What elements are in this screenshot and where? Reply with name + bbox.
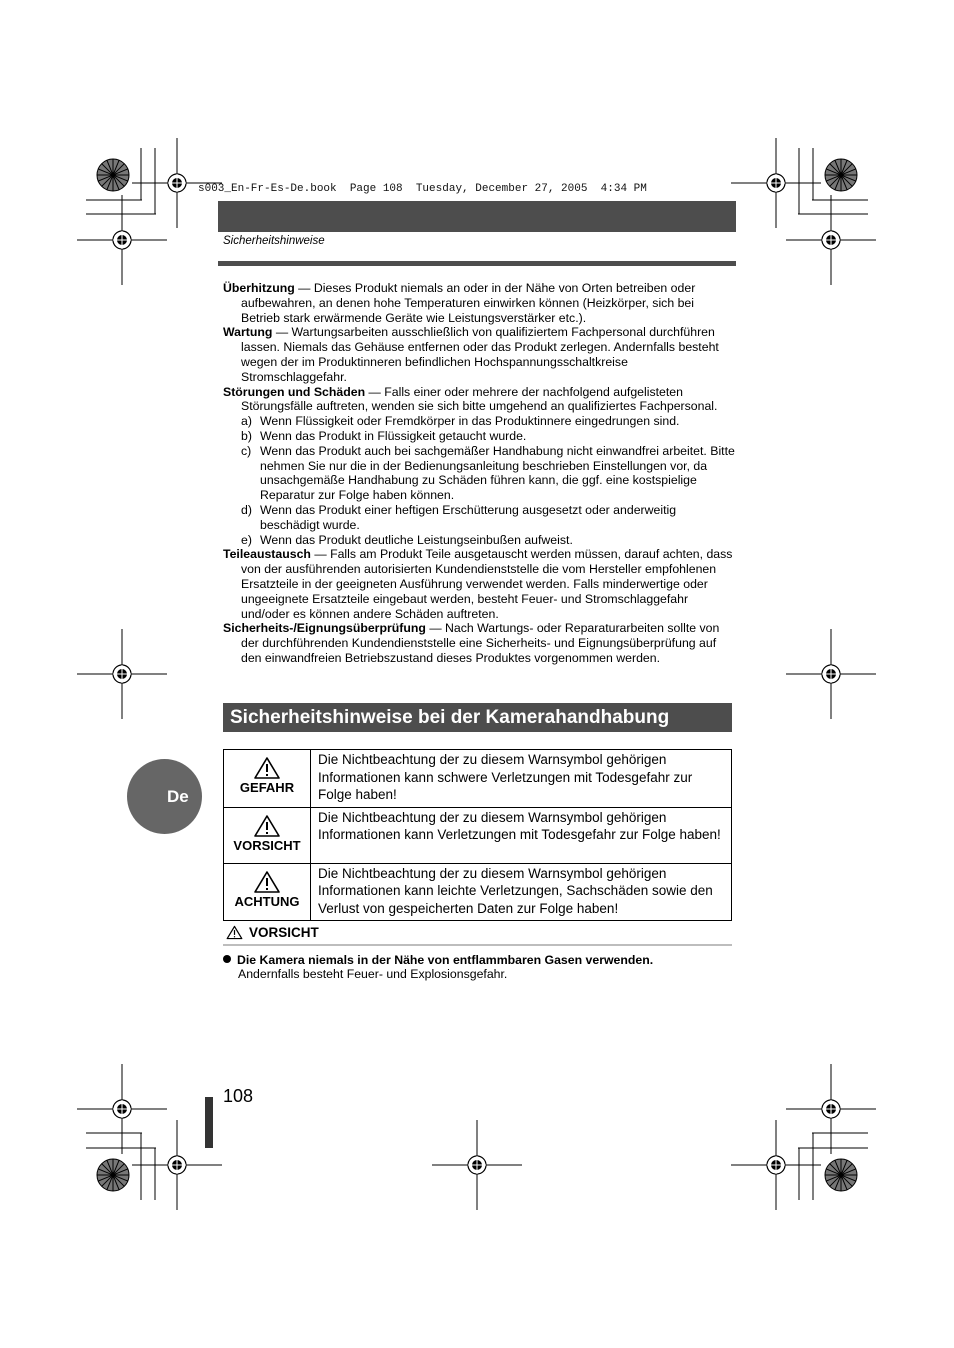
- warning-text: Die Nichtbeachtung der zu diesem Warnsymbol gehörigen Informationen kann Verletzungen mit Todesgefahr zur Folge haben!: [311, 807, 732, 863]
- vorsicht-label: VORSICHT: [249, 925, 319, 940]
- paragraph-text: — Wartungsarbeiten ausschließlich von qualifiziertem Fachpersonal durchführen lassen. Niemals das Gehäuse entfernen oder das Produkt zerlegen. Andernfalls besteht wegen der im Produktinneren befindlichen Hochspannungsschaltkreise Stromschlaggefahr.: [241, 325, 719, 384]
- list-text: Wenn Flüssigkeit oder Fremdkörper in das Produktinnere eingedrungen sind.: [260, 414, 680, 429]
- table-row: [224, 750, 732, 808]
- list-item: [223, 414, 735, 429]
- paragraph-text: — Dieses Produkt niemals an oder in der Nähe von Orten betreiben oder aufbewahren, an denen hohe Temperaturen einwirken können (Heizkörper, sich bei Betrieb stark erwärmende Geräte wie Leistungsverstärker etc.).: [241, 281, 696, 325]
- warning-symbol-cell: [224, 807, 311, 863]
- table-row: [224, 863, 732, 921]
- list-text: Wenn das Produkt auch bei sachgemäßer Handhabung nicht einwandfrei arbeitet. Bitte nehmen Sie nur die in der Bedienungsanleitung beschrieben Einstellungen vor, da unsachgemäße Handhabung zu Schäden führen kann, die ggf. eine kostspielige Reparatur zur Folge haben können.: [260, 443, 735, 503]
- page-bar: [205, 1097, 213, 1148]
- term: Sicherheits-/Eignungsüberprüfung: [223, 621, 426, 636]
- bullet-subtext: Andernfalls besteht Feuer- und Explosionsgefahr.: [238, 967, 508, 981]
- list-letter: b): [241, 428, 252, 443]
- paragraph-text: — Falls einer oder mehrere der nachfolgend aufgelisteten Störungsfälle auftreten, wenden sie sich bitte umgehend an qualifiziertes Fachpersonal.: [241, 384, 718, 414]
- term: Störungen und Schäden: [223, 384, 366, 399]
- warning-text: Die Nichtbeachtung der zu diesem Warnsymbol gehörigen Informationen kann schwere Verletzungen mit Todesgefahr zur Folge haben!: [311, 750, 732, 808]
- language-tab: [127, 759, 202, 834]
- list-text: Wenn das Produkt in Flüssigkeit getaucht wurde.: [260, 428, 527, 443]
- header-bar: [218, 201, 736, 232]
- warning-triangle-icon: [253, 756, 281, 780]
- language-tab-label: De: [167, 787, 189, 806]
- bullet-bold-text: Die Kamera niemals in der Nähe von entflammbaren Gasen verwenden.: [237, 953, 654, 967]
- list-text: Wenn das Produkt einer heftigen Erschütterung ausgesetzt oder anderweitig beschädigt wurde.: [260, 502, 677, 532]
- term: Wartung: [223, 325, 273, 340]
- list-item: [223, 533, 735, 548]
- body-text: [223, 281, 735, 666]
- warning-label: VORSICHT: [233, 837, 301, 853]
- table-row: [224, 807, 732, 863]
- warning-text: Die Nichtbeachtung der zu diesem Warnsymbol gehörigen Informationen kann leichte Verletzungen, Sachschäden sowie den Verlust von gespeicherten Daten zur Folge haben!: [311, 863, 732, 921]
- paragraph-teileaustausch: [223, 547, 735, 621]
- paragraph-wartung: [223, 325, 735, 384]
- header-rule: [218, 261, 736, 266]
- warning-label: ACHTUNG: [234, 893, 300, 909]
- list-letter: d): [241, 502, 252, 517]
- vorsicht-heading: [226, 925, 319, 940]
- warning-symbol-cell: [224, 750, 311, 808]
- list-text: Wenn das Produkt deutliche Leistungseinbußen aufweist.: [260, 532, 573, 547]
- list-letter: c): [241, 443, 252, 458]
- paragraph-stoerungen: [223, 385, 735, 415]
- list-letter: a): [241, 414, 252, 429]
- term: Teileaustausch: [223, 547, 311, 562]
- bullet-icon: [223, 955, 231, 963]
- warning-triangle-icon: [253, 870, 281, 894]
- warning-triangle-icon: [253, 814, 281, 838]
- paragraph-ueberhitzung: [223, 281, 735, 325]
- list-item: [223, 503, 735, 533]
- warning-symbol-cell: [224, 863, 311, 921]
- paragraph-text: — Falls am Produkt Teile ausgetauscht werden müssen, darauf achten, dass von der ausführenden autorisierten Kundendienststelle die vom Hersteller empfohlenen Ersatzteile in der geeigneten Ausführung verwendet werden. Falls minderwertige oder ungeeignete Ersatzteile eingebaut werden, besteht Feuer- und Stromschlaggefahr und/oder es können andere Schäden auftreten.: [241, 547, 733, 621]
- print-header: s003_En-Fr-Es-De.book Page 108 Tuesday, December 27, 2005 4:34 PM: [198, 183, 647, 195]
- term: Überhitzung: [223, 281, 295, 295]
- vorsicht-rule: [223, 944, 732, 946]
- list-letter: e): [241, 532, 252, 547]
- warning-table: [223, 749, 732, 921]
- warning-triangle-icon: [226, 925, 243, 940]
- paragraph-text: — Nach Wartungs- oder Reparaturarbeiten sollte von der durchführenden Kundendienststelle eine Sicherheits- und Eignungsüberprüfung auf den einwandfreien Betriebszustand dieses Produktes vorgenommen werden.: [241, 621, 720, 665]
- page-number: 108: [223, 1086, 254, 1106]
- list-item: [223, 444, 735, 503]
- list-item: [223, 429, 735, 444]
- paragraph-pruefung: [223, 621, 735, 665]
- bullet-item: [223, 953, 653, 967]
- section-title: Sicherheitshinweise bei der Kamerahandhabung: [223, 703, 732, 732]
- running-head: Sicherheitshinweise: [223, 235, 325, 247]
- warning-label: GEFAHR: [239, 780, 295, 795]
